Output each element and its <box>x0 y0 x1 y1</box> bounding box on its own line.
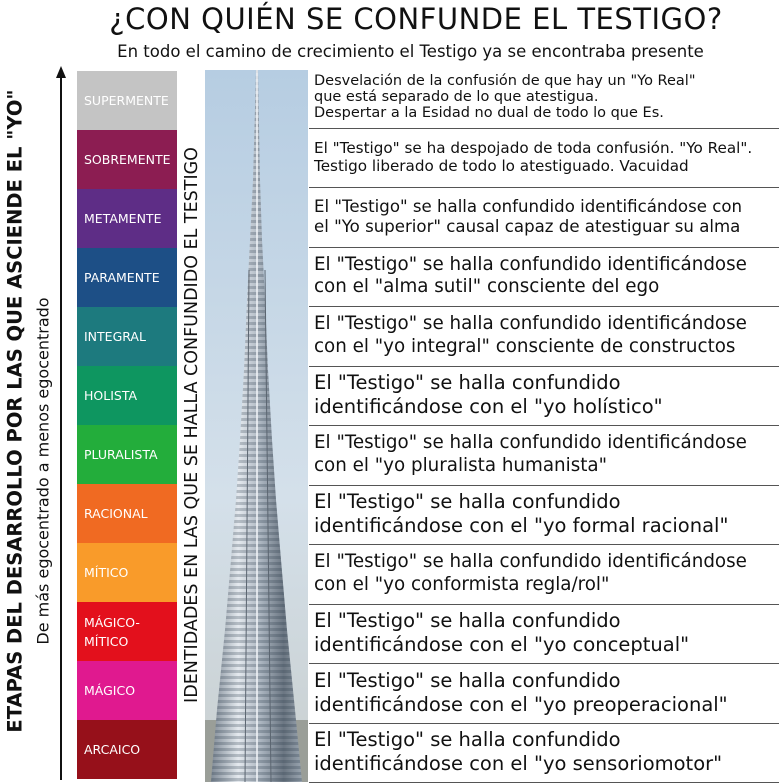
description-line: identificándose con el "yo formal racional" <box>309 514 779 538</box>
description-row <box>309 485 779 546</box>
stage-3 <box>77 189 177 248</box>
stage-5 <box>77 307 177 366</box>
stage-8 <box>77 484 177 543</box>
description-line: Testigo liberado de todo lo atestiguado. Vacuidad <box>309 157 779 176</box>
description-column <box>309 68 781 782</box>
stage-column <box>77 71 177 779</box>
stage-label: PLURALISTA <box>84 445 158 464</box>
description-line: El "Testigo" se halla confundido identificándose <box>309 313 779 335</box>
description-line: identificándose con el "yo preoperacional" <box>309 693 779 717</box>
description-line: El "Testigo" se halla confundido identificándose <box>309 432 779 454</box>
stage-label: MÁGICO- MÍTICO <box>84 613 140 651</box>
description-line: El "Testigo" se halla confundido identificándose <box>309 551 779 573</box>
description-line: El "Testigo" se halla confundido identificándose <box>309 254 779 276</box>
description-row <box>309 187 779 248</box>
description-line: El "Testigo" se halla confundido <box>309 490 779 514</box>
identity-column <box>177 70 207 780</box>
identity-label: IDENTIDADES EN LAS QUE SE HALLA CONFUNDIDO EL TESTIGO <box>182 147 202 703</box>
stage-7 <box>77 425 177 484</box>
description-line: que está separado de lo que atestigua. <box>309 90 779 106</box>
description-line: con el "yo conformista regla/rol" <box>309 574 779 596</box>
description-line: El "Testigo" se halla confundido identificándose con <box>309 197 779 217</box>
tower-image <box>205 70 308 782</box>
description-line: Despertar a la Esidad no dual de todo lo que Es. <box>309 106 779 122</box>
description-row <box>309 425 779 486</box>
description-line: identificándose con el "yo sensoriomotor" <box>309 752 779 776</box>
description-row <box>309 544 779 605</box>
page-title: ¿CON QUIÉN SE CONFUNDE EL TESTIGO? <box>56 2 776 36</box>
description-line: con el "yo integral" consciente de constructos <box>309 336 779 358</box>
stage-label: ARCAICO <box>84 740 140 759</box>
description-line: con el "yo pluralista humanista" <box>309 455 779 477</box>
description-line: El "Testigo" se halla confundido <box>309 609 779 633</box>
description-row <box>309 723 779 783</box>
y-axis-title: ETAPAS DEL DESARROLLO POR LAS QUE ASCIENDE EL "YO" <box>4 89 27 732</box>
description-line: con el "alma sutil" consciente del ego <box>309 276 779 298</box>
description-row <box>309 604 779 665</box>
stage-2 <box>77 130 177 189</box>
description-row <box>309 247 779 308</box>
stage-label: PARAMENTE <box>84 268 160 287</box>
stage-11 <box>77 661 177 720</box>
description-line: El "Testigo" se halla confundido <box>309 728 779 752</box>
stage-1 <box>77 71 177 130</box>
description-line: El "Testigo" se halla confundido <box>309 669 779 693</box>
description-line: el "Yo superior" causal capaz de atestiguar su alma <box>309 217 779 237</box>
stage-label: SUPERMENTE <box>84 91 169 110</box>
description-line: Desvelación de la confusión de que hay un "Yo Real" <box>309 74 779 90</box>
description-row <box>309 68 779 129</box>
y-axis-subtitle: De más egocentrado a menos egocentrado <box>34 297 53 644</box>
stage-label: INTEGRAL <box>84 327 146 346</box>
stage-label: SOBREMENTE <box>84 150 171 169</box>
stage-12 <box>77 720 177 779</box>
stage-label: MÍTICO <box>84 563 128 582</box>
description-row <box>309 128 779 189</box>
description-row <box>309 663 779 724</box>
stage-6 <box>77 366 177 425</box>
description-line: El "Testigo" se ha despojado de toda confusión. "Yo Real". <box>309 139 779 158</box>
stage-label: METAMENTE <box>84 209 161 228</box>
description-line: El "Testigo" se halla confundido <box>309 371 779 395</box>
stage-label: HOLISTA <box>84 386 137 405</box>
description-row <box>309 366 779 427</box>
description-line: identificándose con el "yo holístico" <box>309 395 779 419</box>
y-axis-labels <box>0 50 58 772</box>
up-arrow-icon <box>55 66 67 780</box>
description-line: identificándose con el "yo conceptual" <box>309 633 779 657</box>
stage-10 <box>77 602 177 661</box>
stage-label: MÁGICO <box>84 681 135 700</box>
description-row <box>309 306 779 367</box>
stage-4 <box>77 248 177 307</box>
page-subtitle: En todo el camino de crecimiento el Testigo ya se encontraba presente <box>40 42 781 61</box>
stage-9 <box>77 543 177 602</box>
stage-label: RACIONAL <box>84 504 148 523</box>
